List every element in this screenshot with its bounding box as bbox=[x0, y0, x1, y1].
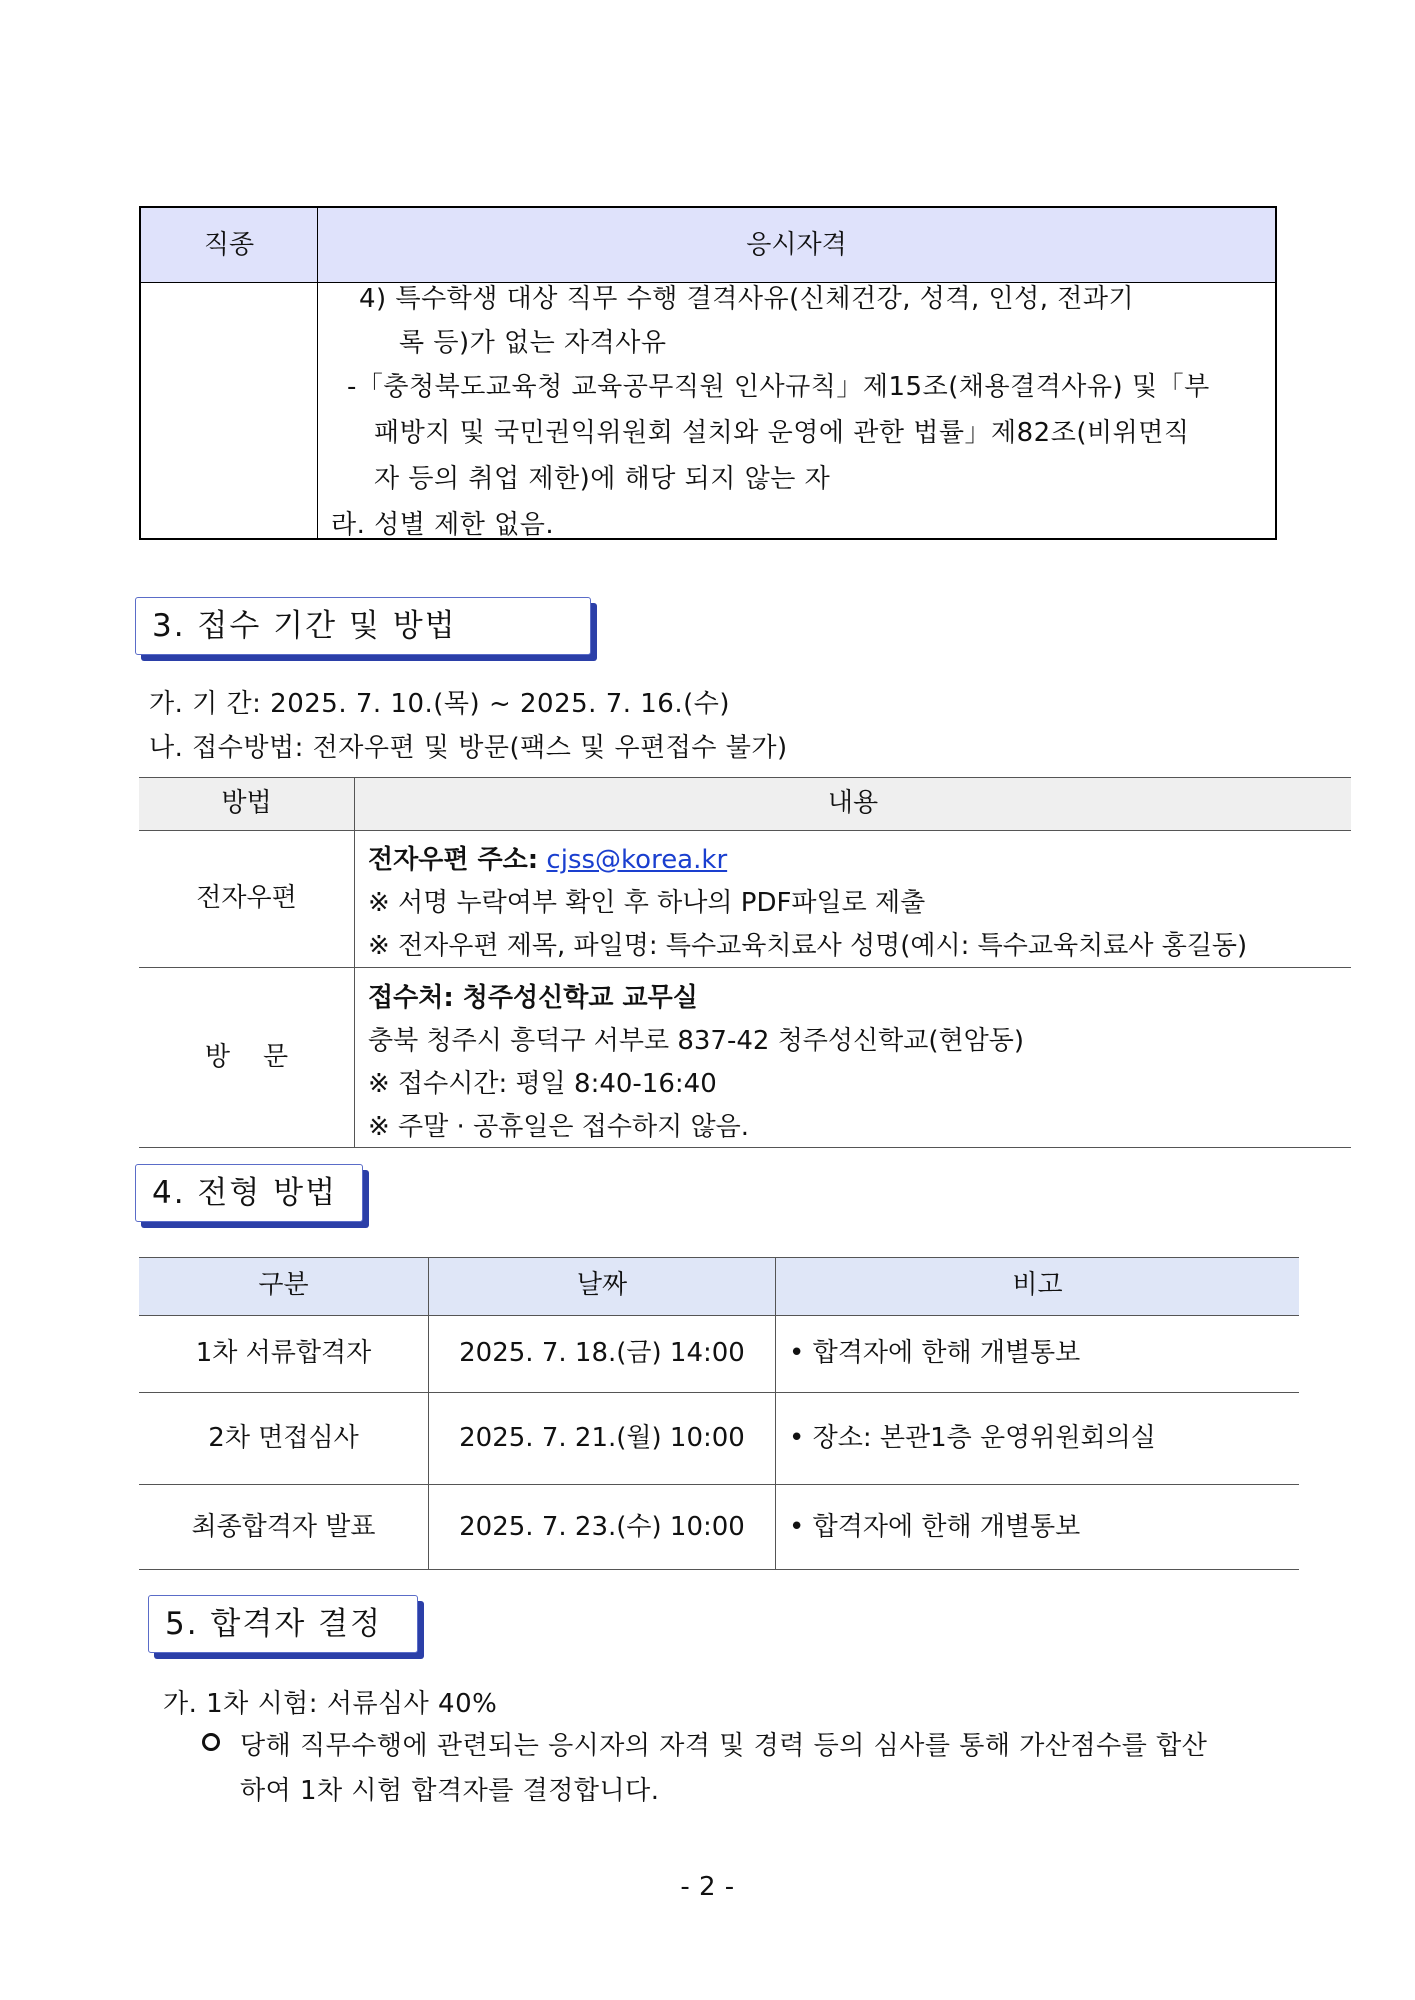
section-title: 3. 접수 기간 및 방법 bbox=[152, 608, 457, 644]
date-cell: 2025. 7. 18.(금) 14:00 bbox=[459, 1338, 745, 1368]
visit-address: 충북 청주시 흥덕구 서부로 837-42 청주성신학교(현암동) bbox=[368, 1026, 1025, 1056]
page-number: - 2 - bbox=[680, 1872, 735, 1902]
bullet-text: 하여 1차 시험 합격자를 결정합니다. bbox=[240, 1776, 660, 1806]
email-note: ※ 전자우편 제목, 파일명: 특수교육치료사 성명(예시: 특수교육치료사 홍길동) bbox=[368, 931, 1248, 961]
section-header bbox=[148, 1595, 418, 1653]
selection-table bbox=[139, 1257, 1299, 1570]
circle-bullet-icon bbox=[202, 1733, 220, 1751]
exam-item: 가. 1차 시험: 서류심사 40% bbox=[163, 1689, 498, 1719]
visit-hours: ※ 접수시간: 평일 8:40-16:40 bbox=[368, 1069, 717, 1099]
date-cell: 2025. 7. 21.(월) 10:00 bbox=[459, 1423, 745, 1453]
qualifications-table bbox=[139, 206, 1277, 540]
email-address-link[interactable]: cjss@korea.kr bbox=[546, 845, 728, 875]
section-title: 4. 전형 방법 bbox=[152, 1175, 338, 1211]
note-cell: • 합격자에 한해 개별통보 bbox=[789, 1338, 1081, 1368]
header-method: 방법 bbox=[221, 788, 272, 818]
qual-line: 라. 성별 제한 없음. bbox=[331, 510, 555, 540]
application-method: 나. 접수방법: 전자우편 및 방문(팩스 및 우편접수 불가) bbox=[149, 733, 788, 763]
header-content: 내용 bbox=[827, 788, 879, 818]
header-note: 비고 bbox=[1012, 1270, 1063, 1300]
stage-cell: 2차 면접심사 bbox=[208, 1423, 359, 1453]
date-cell: 2025. 7. 23.(수) 10:00 bbox=[459, 1512, 745, 1542]
header-category: 구분 bbox=[258, 1270, 309, 1300]
section-title: 5. 합격자 결정 bbox=[165, 1606, 383, 1642]
visit-note: ※ 주말 · 공휴일은 접수하지 않음. bbox=[368, 1112, 750, 1142]
email-address-label: 전자우편 주소: bbox=[368, 845, 539, 875]
bullet-text: 당해 직무수행에 관련되는 응시자의 자격 및 경력 등의 심사를 통해 가산점수를 합산 bbox=[240, 1731, 1208, 1761]
visit-place: 접수처: 청주성신학교 교무실 bbox=[368, 983, 698, 1013]
email-label: 전자우편 bbox=[196, 883, 297, 913]
qual-line: 4) 특수학생 대상 직무 수행 결격사유(신체건강, 성격, 인성, 전과기 bbox=[359, 284, 1135, 314]
stage-cell: 최종합격자 발표 bbox=[191, 1512, 376, 1542]
note-cell: • 장소: 본관1층 운영위원회의실 bbox=[789, 1423, 1156, 1453]
qual-line: 록 등)가 없는 자격사유 bbox=[399, 328, 667, 358]
qual-line: -「충청북도교육청 교육공무직원 인사규칙」제15조(채용결격사유) 및「부 bbox=[347, 372, 1210, 402]
qual-line: 패방지 및 국민권익위원회 설치와 운영에 관한 법률」제82조(비위면직 bbox=[374, 418, 1190, 448]
section-header bbox=[135, 597, 591, 655]
qual-line: 자 등의 취업 제한)에 해당 되지 않는 자 bbox=[374, 464, 831, 494]
email-note: ※ 서명 누락여부 확인 후 하나의 PDF파일로 제출 bbox=[368, 888, 926, 918]
column-divider bbox=[354, 777, 355, 1148]
stage-cell: 1차 서류합격자 bbox=[195, 1338, 372, 1368]
email-address-row bbox=[368, 839, 727, 876]
header-job-type: 직종 bbox=[203, 230, 255, 260]
application-period: 가. 기 간: 2025. 7. 10.(목) ~ 2025. 7. 16.(수) bbox=[149, 689, 731, 719]
note-cell: • 합격자에 한해 개별통보 bbox=[789, 1512, 1081, 1542]
header-qualification: 응시자격 bbox=[746, 230, 847, 260]
section-header bbox=[135, 1164, 363, 1222]
header-date: 날짜 bbox=[576, 1270, 628, 1300]
visit-label: 방 문 bbox=[204, 1042, 289, 1072]
